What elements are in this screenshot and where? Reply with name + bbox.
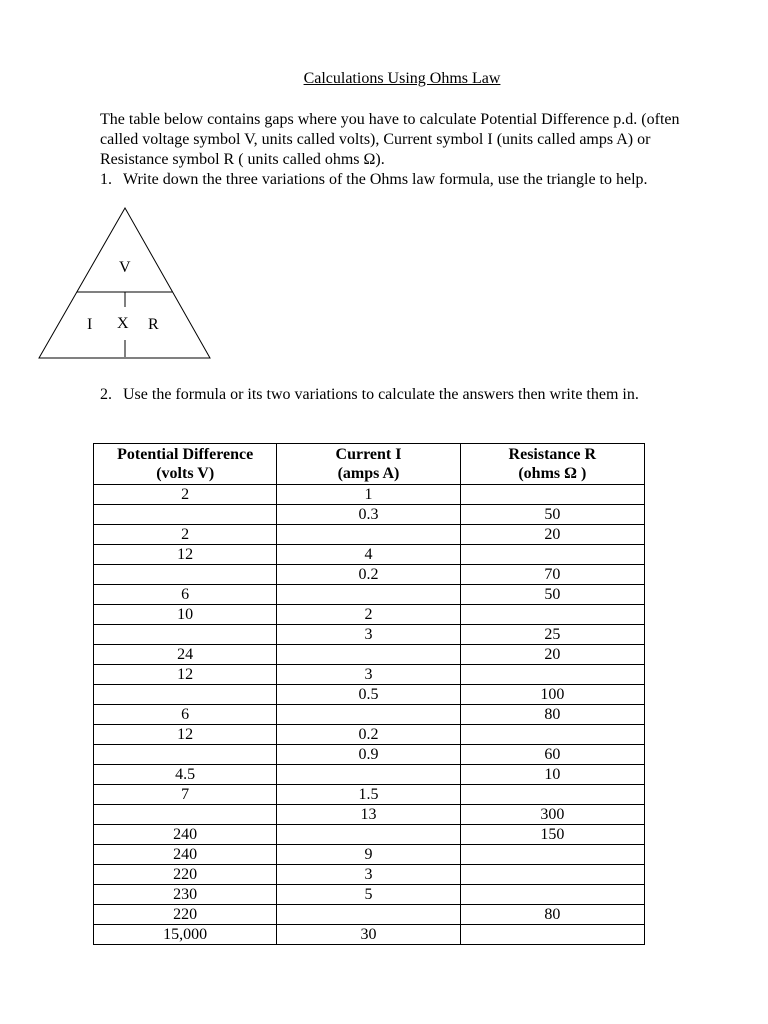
table-row	[94, 725, 645, 745]
cell-resistance[interactable]	[460, 605, 644, 625]
cell-resistance[interactable]	[460, 545, 644, 565]
cell-resistance[interactable]	[460, 925, 644, 945]
cell-current[interactable]	[277, 905, 460, 925]
cell-resistance[interactable]	[460, 845, 644, 865]
table-row	[94, 765, 645, 785]
table-body	[94, 485, 645, 945]
cell-resistance[interactable]: 300	[460, 805, 644, 825]
table-row	[94, 645, 645, 665]
ohms-law-table	[93, 443, 645, 945]
cell-potential-difference[interactable]	[94, 625, 277, 645]
table-row	[94, 585, 645, 605]
cell-current[interactable]: 5	[277, 885, 460, 905]
cell-resistance[interactable]	[460, 785, 644, 805]
cell-resistance[interactable]: 20	[460, 645, 644, 665]
cell-potential-difference[interactable]: 4.5	[94, 765, 277, 785]
cell-current[interactable]: 0.3	[277, 505, 460, 525]
header-line: Current I	[335, 446, 402, 463]
step-2-text: Use the formula or its two variations to calculate the answers then write them in.	[123, 386, 639, 403]
cell-potential-difference[interactable]: 24	[94, 645, 277, 665]
cell-current[interactable]: 0.9	[277, 745, 460, 765]
triangle-r-label: R	[148, 316, 159, 333]
step-2-number: 2.	[100, 386, 112, 403]
intro-text: The table below contains gaps where you have to calculate Potential Difference p.d. (often called voltage symbol V, units called volts), Current symbol I (units called amps A) or Resistance symbol R ( units called ohms Ω).	[100, 111, 680, 168]
step-2	[100, 385, 690, 405]
table-row	[94, 885, 645, 905]
table-row	[94, 485, 645, 505]
cell-potential-difference[interactable]: 12	[94, 665, 277, 685]
triangle-outline	[39, 208, 210, 358]
table-row	[94, 825, 645, 845]
cell-potential-difference[interactable]: 6	[94, 585, 277, 605]
cell-current[interactable]: 1	[277, 485, 460, 505]
cell-potential-difference[interactable]: 7	[94, 785, 277, 805]
cell-potential-difference[interactable]: 2	[94, 525, 277, 545]
step-1-number: 1.	[100, 171, 112, 188]
cell-resistance[interactable]: 100	[460, 685, 644, 705]
header-potential-difference	[94, 444, 277, 485]
ohms-law-triangle	[38, 207, 212, 361]
step-1	[100, 170, 690, 190]
header-current	[277, 444, 460, 485]
cell-resistance[interactable]: 150	[460, 825, 644, 845]
step-1-text: Write down the three variations of the Ohms law formula, use the triangle to help.	[123, 171, 648, 188]
cell-potential-difference[interactable]: 2	[94, 485, 277, 505]
header-line: (volts V)	[156, 465, 215, 482]
table-row	[94, 625, 645, 645]
table-row	[94, 565, 645, 585]
cell-current[interactable]	[277, 645, 460, 665]
cell-resistance[interactable]: 10	[460, 765, 644, 785]
cell-potential-difference[interactable]: 12	[94, 545, 277, 565]
page-title: Calculations Using Ohms Law	[303, 70, 501, 87]
cell-potential-difference[interactable]: 12	[94, 725, 277, 745]
cell-potential-difference[interactable]	[94, 685, 277, 705]
cell-resistance[interactable]	[460, 725, 644, 745]
header-line: Potential Difference	[117, 446, 254, 463]
cell-potential-difference[interactable]	[94, 745, 277, 765]
cell-resistance[interactable]	[460, 485, 644, 505]
cell-resistance[interactable]: 70	[460, 565, 644, 585]
header-resistance	[460, 444, 644, 485]
cell-current[interactable]	[277, 765, 460, 785]
table-row	[94, 705, 645, 725]
header-line: (ohms Ω )	[518, 465, 587, 482]
cell-potential-difference[interactable]: 240	[94, 825, 277, 845]
table-row	[94, 685, 645, 705]
cell-resistance[interactable]	[460, 665, 644, 685]
cell-potential-difference[interactable]: 15,000	[94, 925, 277, 945]
cell-resistance[interactable]: 20	[460, 525, 644, 545]
table-row	[94, 545, 645, 565]
cell-resistance[interactable]: 80	[460, 905, 644, 925]
triangle-i-label: I	[87, 316, 93, 333]
table-row	[94, 865, 645, 885]
cell-potential-difference[interactable]: 230	[94, 885, 277, 905]
cell-current[interactable]: 0.2	[277, 565, 460, 585]
cell-potential-difference[interactable]	[94, 565, 277, 585]
cell-current[interactable]: 0.2	[277, 725, 460, 745]
cell-potential-difference[interactable]	[94, 505, 277, 525]
table-row	[94, 525, 645, 545]
triangle-x-label: X	[117, 315, 129, 332]
cell-current[interactable]: 13	[277, 805, 460, 825]
cell-resistance[interactable]	[460, 885, 644, 905]
table-header-row	[94, 444, 645, 485]
cell-resistance[interactable]: 50	[460, 585, 644, 605]
cell-current[interactable]: 4	[277, 545, 460, 565]
cell-potential-difference[interactable]	[94, 805, 277, 825]
table-row	[94, 665, 645, 685]
cell-resistance[interactable]: 50	[460, 505, 644, 525]
table-row	[94, 905, 645, 925]
cell-resistance[interactable]: 60	[460, 745, 644, 765]
cell-current[interactable]: 3	[277, 865, 460, 885]
cell-current[interactable]: 0.5	[277, 685, 460, 705]
cell-potential-difference[interactable]: 220	[94, 865, 277, 885]
header-line: (amps A)	[337, 465, 400, 482]
table-row	[94, 605, 645, 625]
cell-current[interactable]	[277, 585, 460, 605]
cell-current[interactable]: 3	[277, 625, 460, 645]
cell-potential-difference[interactable]: 220	[94, 905, 277, 925]
table-row	[94, 845, 645, 865]
table-row	[94, 785, 645, 805]
table-row	[94, 805, 645, 825]
cell-potential-difference[interactable]: 240	[94, 845, 277, 865]
cell-current[interactable]	[277, 825, 460, 845]
cell-current[interactable]: 1.5	[277, 785, 460, 805]
header-line: Resistance R	[508, 446, 597, 463]
table-row	[94, 505, 645, 525]
cell-current[interactable]	[277, 705, 460, 725]
cell-potential-difference[interactable]: 10	[94, 605, 277, 625]
table-row	[94, 925, 645, 945]
cell-potential-difference[interactable]: 6	[94, 705, 277, 725]
cell-current[interactable]: 2	[277, 605, 460, 625]
cell-current[interactable]: 9	[277, 845, 460, 865]
cell-current[interactable]: 3	[277, 665, 460, 685]
table-row	[94, 745, 645, 765]
cell-current[interactable]: 30	[277, 925, 460, 945]
cell-resistance[interactable]: 80	[460, 705, 644, 725]
cell-resistance[interactable]	[460, 865, 644, 885]
cell-resistance[interactable]: 25	[460, 625, 644, 645]
cell-current[interactable]	[277, 525, 460, 545]
triangle-v-label: V	[119, 259, 131, 276]
intro-paragraph	[100, 110, 690, 170]
